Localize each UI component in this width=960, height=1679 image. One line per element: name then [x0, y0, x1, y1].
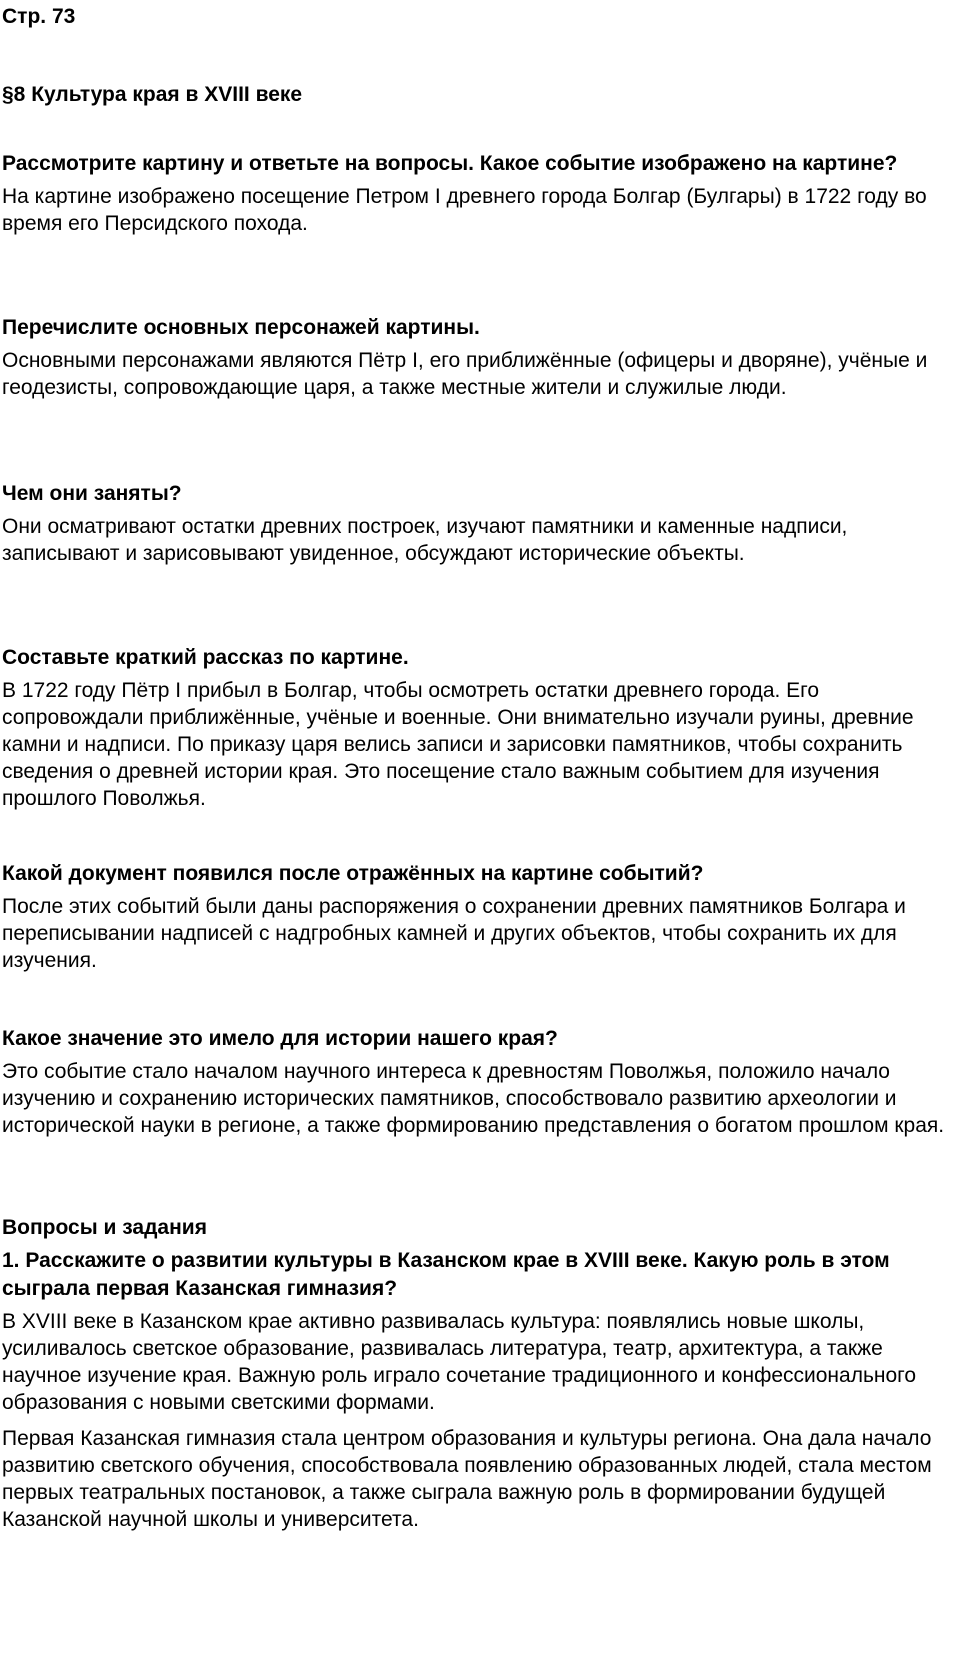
question-2: Перечислите основных персонажей картины.	[2, 316, 480, 339]
question-1: Рассмотрите картину и ответьте на вопросы. Какое событие изображено на картине?	[2, 152, 898, 175]
answer-6: Это событие стало началом научного интереса к древностям Поволжья, положило начало изучению и сохранению исторических памятников, способствовало развитию археологии и исторической науки в регионе, а также формированию представления о богатом прошлом края.	[2, 1060, 945, 1137]
answer-5: После этих событий были даны распоряжения о сохранении древних памятников Болгара и переписывании надписей с надгробных камней и других объектов, чтобы сохранить их для изучения.	[2, 895, 906, 972]
answer-1: На картине изображено посещение Петром I древнего города Болгар (Булгары) в 1722 году во время его Персидского похода.	[2, 185, 927, 235]
page-number: Стр. 73	[2, 5, 76, 28]
tasks-heading: Вопросы и задания	[2, 1216, 207, 1239]
question-5: Какой документ появился после отражённых на картине событий?	[2, 862, 704, 885]
answer-2: Основными персонажами являются Пётр I, его приближённые (офицеры и дворяне), учёные и геодезисты, сопровождающие царя, а также местные жители и служилые люди.	[2, 349, 928, 399]
question-3: Чем они заняты?	[2, 482, 182, 505]
answer-4: В 1722 году Пётр I прибыл в Болгар, чтобы осмотреть остатки древнего города. Его сопровождали приближённые, учёные и военные. Они внимательно изучали руины, древние камни и надписи. По приказу царя велись записи и зарисовки памятников, чтобы сохранить сведения о древней истории края. Это посещение стало важным событием для изучения прошлого Поволжья.	[2, 679, 914, 810]
qa-block-1	[2, 150, 950, 237]
answer-3: Они осматривают остатки древних построек, изучают памятники и каменные надписи, записывают и зарисовывают увиденное, обсуждают исторические объекты.	[2, 515, 848, 565]
question-6: Какое значение это имело для истории нашего края?	[2, 1027, 558, 1050]
qa-block-5	[2, 860, 950, 974]
task-answer-1-paragraph-1: В XVIII веке в Казанском крае активно развивалась культура: появлялись новые школы, усиливалось светское образование, развивалась литература, театр, архитектура, а также научное изучение края. Важную роль играло сочетание традиционного и конфессионального образования с новыми светскими формами.	[2, 1310, 917, 1414]
task-question-1: 1. Расскажите о развитии культуры в Казанском крае в XVIII веке. Какую роль в этом сыграла первая Казанская гимназия?	[2, 1249, 890, 1300]
task-item-1	[2, 1247, 950, 1533]
qa-block-6	[2, 1025, 950, 1139]
task-answer-1-paragraph-2: Первая Казанская гимназия стала центром образования и культуры региона. Она дала начало развитию светского обучения, способствовала появлению образованных людей, стала местом первых театральных постановок, а также сыграла важную роль в формировании будущей Казанской научной школы и университета.	[2, 1427, 932, 1531]
qa-block-4	[2, 644, 950, 812]
question-4: Составьте краткий рассказ по картине.	[2, 646, 409, 669]
qa-block-2	[2, 314, 950, 401]
qa-block-3	[2, 480, 950, 567]
tasks-section	[2, 1214, 950, 1533]
section-title: §8 Культура края в XVIII веке	[2, 83, 303, 106]
